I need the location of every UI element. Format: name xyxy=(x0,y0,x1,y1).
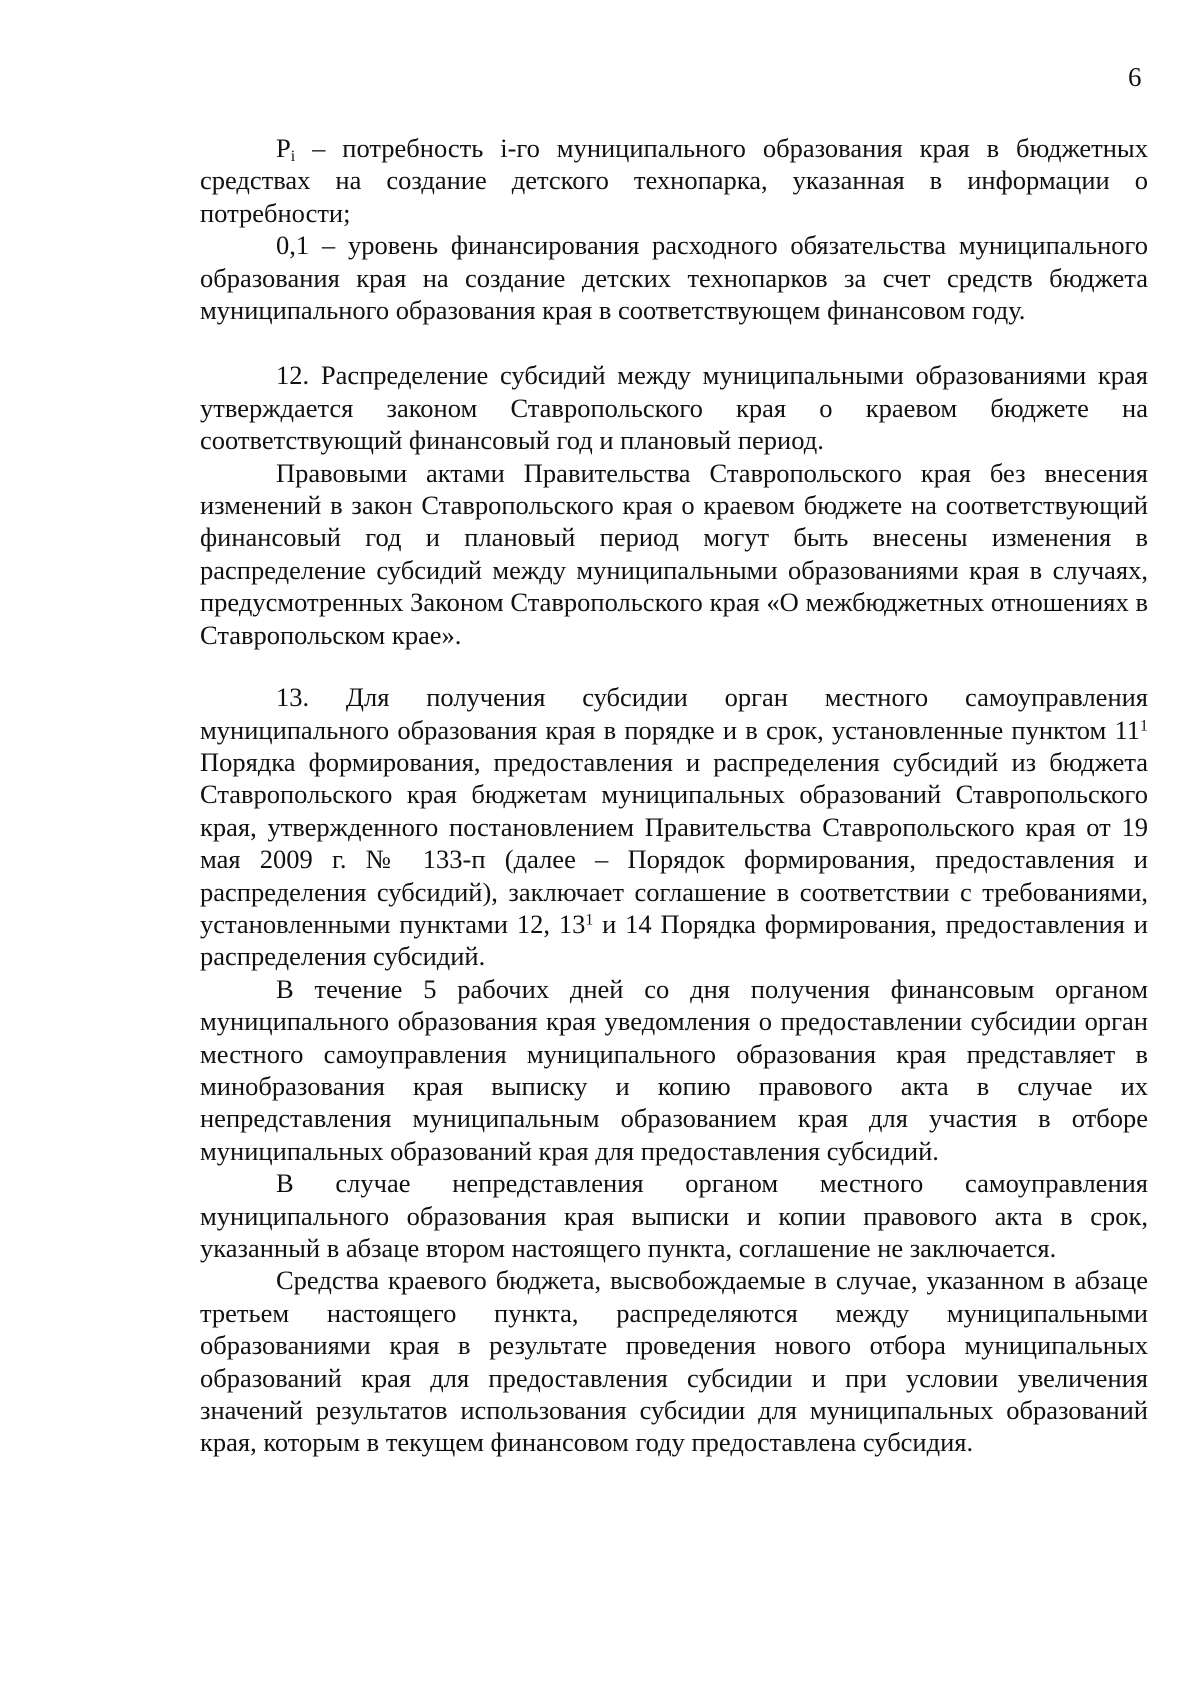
paragraph-gap xyxy=(200,326,1148,359)
paragraph-non-submission: В случае непредставления органом местного самоуправления муниципального образования края выписки и копии правового акта в срок, указанный в абзаце втором настоящего пункта, соглашение не заключается. xyxy=(200,1168,1148,1263)
clause-13-superscript-1: 1 xyxy=(1140,716,1148,734)
clause-13-text-part2: Порядка формирования, предоставления и распределения субсидий из бюджета Ставропольского края бюджетам муниципальных образований Ставропольского края, утвержденного постановлением Правительства Ставропольского края от 19 мая 2009 г. № 133-п (далее – Порядок формирования, предоставления и распределения субсидий), заключает соглашение в соответствии с требованиями, установленными пунктами 12, 13 xyxy=(200,746,1148,939)
clause-13-superscript-2: 1 xyxy=(585,911,594,929)
clause-13-text-part1: 13. Для получения субсидии орган местного самоуправления муниципального образования края в порядке и в срок, установленные пунктом 11 xyxy=(200,682,1148,745)
page-number: 6 xyxy=(1128,62,1142,92)
pi-subscript: i xyxy=(290,147,296,165)
paragraph-five-working-days: В течение 5 рабочих дней со дня получения финансовым органом муниципального образования края уведомления о предоставлении субсидии орган местного самоуправления муниципального образования края представляет в минобразования края выписку и копию правового акта в случае их непредставления муниципальным образованием края для участия в отборе муниципальных образований края для предоставления субсидий. xyxy=(200,973,1148,1166)
paragraph-clause-13 xyxy=(200,681,1148,973)
paragraph-released-funds: Средства краевого бюджета, высвобождаемые в случае, указанном в абзаце третьем настоящего пункта, распределяются между муниципальными образованиями края в результате проведения нового отбора муниципальных образований края для предоставления субсидии и при условии увеличения значений результатов использования субсидии для муниципальных образований края, которым в текущем финансовом году предоставлена субсидия. xyxy=(200,1265,1148,1458)
paragraph-legal-acts: Правовыми актами Правительства Ставропольского края без внесения изменений в закон Ставропольского края о краевом бюджете на соответствующий финансовый год и плановый период могут быть внесены изменения в распределение субсидий между муниципальными образованиями края в случаях, предусмотренных Законом Ставропольского края «О межбюджетных отношениях в Ставропольском крае». xyxy=(200,457,1148,650)
clause-13-text-part3: и 14 Порядка формирования, предоставления и распределения субсидий. xyxy=(200,908,1148,972)
pi-definition-text: – потребность i-го муниципального образования края в бюджетных средствах на создание детского технопарка, указанная в информации о потребности; xyxy=(200,133,1148,228)
paragraph-pi-definition xyxy=(200,132,1148,229)
paragraph-financing-level: 0,1 – уровень финансирования расходного обязательства муниципального образования края на создание детских технопарков за счет средств бюджета муниципального образования края в соответствующем финансовом году. xyxy=(200,230,1148,326)
pi-symbol: P xyxy=(276,133,291,163)
document-body xyxy=(200,132,1148,1459)
paragraph-gap xyxy=(200,651,1148,681)
paragraph-clause-12: 12. Распределение субсидий между муниципальными образованиями края утверждается законом Ставропольского края о краевом бюджете на соответствующий финансовый год и плановый период. xyxy=(200,360,1148,456)
